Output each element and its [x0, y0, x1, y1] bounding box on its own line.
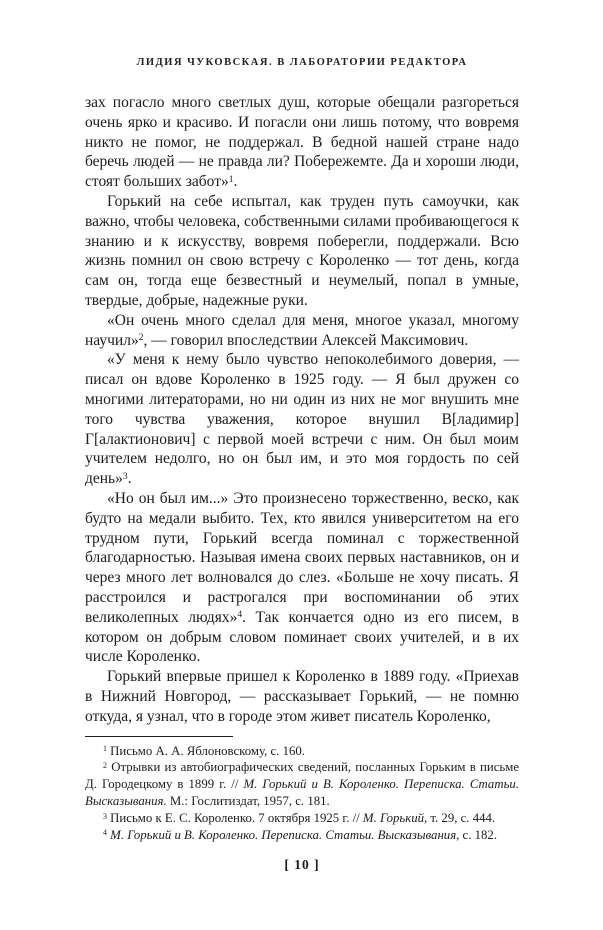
paragraph [85, 192, 519, 311]
footnote [85, 743, 519, 760]
footnote [85, 810, 519, 827]
text-run: , — говорил впоследствии Алексей Максимович. [143, 331, 469, 349]
footnote-marker: 2 [103, 760, 107, 770]
paragraph [85, 667, 519, 726]
paragraph [85, 93, 519, 192]
text-run: Письмо А. А. Яблоновскому, с. 160. [110, 743, 305, 758]
italic-text: М. Горький и В. Короленко. Переписка. Статьи. Высказывания [110, 828, 457, 843]
text-run: Отрывки из автобиографических сведений, посланных Горьким в письме Д. Городецкому в 1899 г. // [85, 760, 520, 792]
footnote-marker: 4 [103, 828, 107, 838]
text-run: Письмо к Е. С. Короленко. 7 октября 1925 г. // [110, 811, 363, 826]
italic-text: М. Горький и В. Короленко. Переписка. Статьи. Высказывания. [85, 777, 519, 809]
footnote-ref: 3 [122, 470, 128, 482]
page-number: [ 10 ] [284, 856, 320, 872]
text-run: «У меня к нему было чувство непоколебимого доверия, — писал он вдове Короленко в 1925 году. — Я был дружен со многими литераторами, но ни один из них не мог внушить мне того чувства уважения, которое внушил В[ладимир] Г[алактионович] с первой моей встречи с ним. Он был моим учителем недолго, но он был им, и это моя гордость по сей день» [85, 351, 519, 488]
footnote [85, 759, 519, 810]
footnote-marker: 1 [103, 743, 107, 753]
body-text [85, 93, 519, 727]
paragraph [85, 489, 519, 667]
paragraph [85, 311, 519, 351]
text-run: . [233, 173, 238, 191]
footnote-ref: 1 [228, 173, 234, 185]
text-run: Горький впервые пришел к Короленко в 1889 году. «Приехав в Нижний Новгород, — рассказывает Горький, — не помню откуда, я узнал, что в городе этом живет писатель Короленко, [85, 668, 519, 725]
footnote-separator [85, 736, 233, 737]
footnote-marker: 3 [103, 811, 107, 821]
text-run: , с. 182. [456, 828, 498, 843]
footnote-ref: 4 [237, 609, 243, 621]
text-run: , т. 29, с. 444. [424, 811, 496, 826]
paragraph [85, 350, 519, 489]
running-header: ЛИДИЯ ЧУКОВСКАЯ. В ЛАБОРАТОРИИ РЕДАКТОРА [136, 57, 468, 68]
footnotes [85, 743, 519, 844]
footnote [85, 827, 519, 844]
text-run: . [127, 470, 132, 488]
text-run: «Но он был им...» Это произнесено торжественно, веско, как будто на медали выбито. Тех, кто явился университетом на его трудном пути, Горький всегда поминал с торжественной благодарностью. Называя имена своих первых наставников, он и через много лет волновался до слез. «Больше не хочу писать. Я расстроился и растрогался при воспоминании об этих великолепных людях» [85, 489, 519, 626]
text-run: «Он очень много сделал для меня, многое указал, многому научил» [85, 311, 519, 349]
text-run: М.: Гослитиздат, 1957, с. 181. [166, 794, 330, 809]
text-run: . Так кончается одно из его писем, в котором он добрым словом поминает своих учителей, и в их числе Короленко. [85, 608, 519, 666]
footnote-ref: 2 [138, 332, 144, 344]
text-run: зах погасло много светлых душ, которые обещали разгореться очень ярко и красиво. И погасли они лишь потому, что вовремя никто не помог, не поддержал. В бедной нашей стране надо беречь людей — не правда ли? Побережемте. Да и хороши люди, стоят больших забот» [85, 94, 519, 191]
text-run: Горький на себе испытал, как труден путь самоучки, как важно, чтобы человека, собственными силами пробивающегося к знанию и к искусству, вовремя поберегли, поддержали. Всю жизнь помнил он свою встречу с Короленко — тот день, когда сам он, тогда еще безвестный и неумелый, попал в умные, твердые, добрые, надежные руки. [85, 192, 519, 309]
italic-text: М. Горький [362, 811, 424, 826]
